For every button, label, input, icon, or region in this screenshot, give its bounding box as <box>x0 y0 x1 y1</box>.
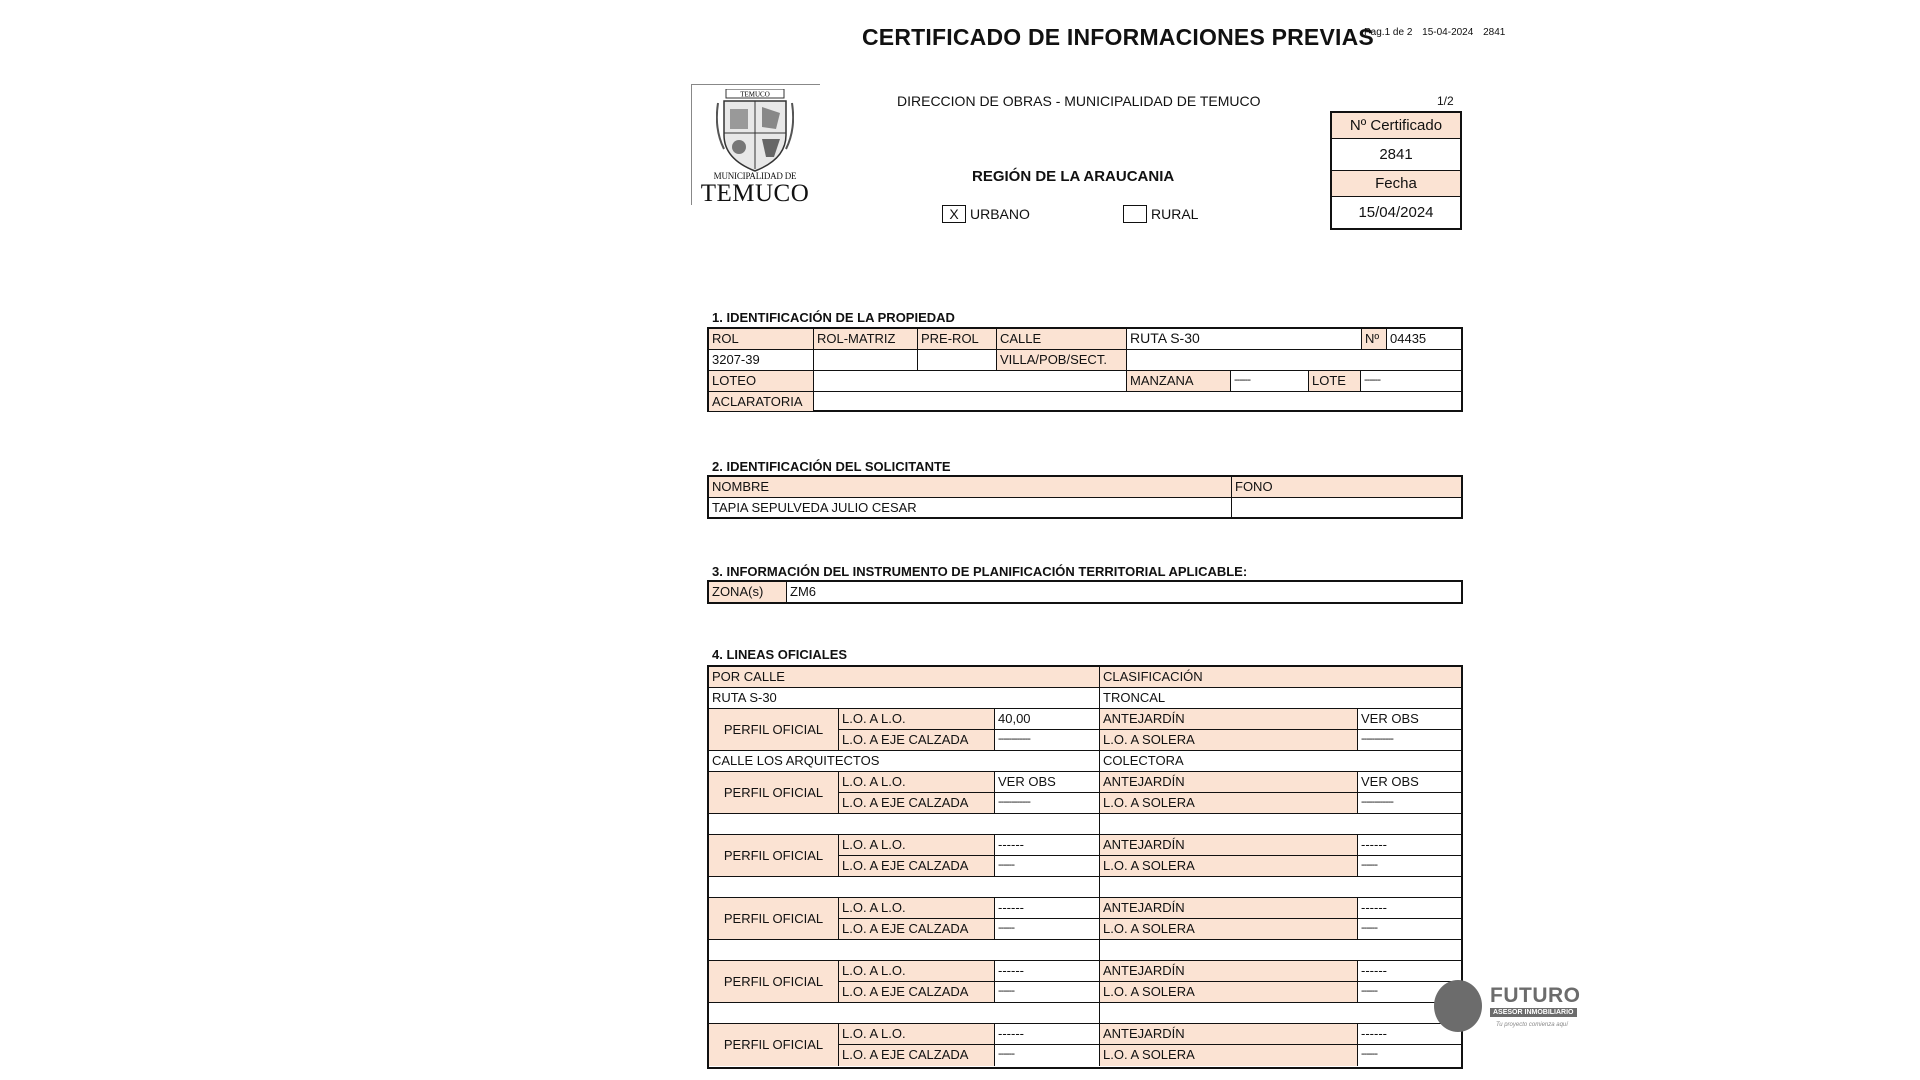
aclaratoria-label: ACLARATORIA <box>709 392 814 411</box>
section1-title: 1. IDENTIFICACIÓN DE LA PROPIEDAD <box>712 310 955 325</box>
lo-solera-value: ------------ <box>1358 730 1461 751</box>
antejardin-value: ------ <box>1358 835 1461 856</box>
street-name <box>709 1003 1100 1024</box>
lo-a-lo-value: ------ <box>995 1024 1100 1045</box>
watermark-subtitle: ASESOR INMOBILIARIO <box>1490 1008 1577 1017</box>
street-name <box>709 940 1100 961</box>
calle-value: RUTA S-30 <box>1127 329 1362 350</box>
lo-solera-label: L.O. A SOLERA <box>1100 919 1358 940</box>
zona-value: ZM6 <box>790 584 816 599</box>
section3-title: 3. INFORMACIÓN DEL INSTRUMENTO DE PLANIFICACIÓN TERRITORIAL APLICABLE: <box>712 564 1248 579</box>
cert-number-label: Nº Certificado <box>1332 113 1460 139</box>
section2-title: 2. IDENTIFICACIÓN DEL SOLICITANTE <box>712 459 951 474</box>
perfil-oficial-label: PERFIL OFICIAL <box>709 835 839 877</box>
perfil-oficial-label: PERFIL OFICIAL <box>709 898 839 940</box>
antejardin-value: VER OBS <box>1358 709 1461 730</box>
zona-label: ZONA(s) <box>709 582 787 602</box>
fono-value <box>1232 498 1461 517</box>
street-name <box>709 814 1100 835</box>
antejardin-value: VER OBS <box>1358 772 1461 793</box>
lo-eje-calzada-value: ------------ <box>995 730 1100 751</box>
loteo-label: LOTEO <box>709 371 814 392</box>
numero-value: 04435 <box>1387 329 1461 350</box>
perfil-oficial-label: PERFIL OFICIAL <box>709 961 839 1003</box>
street-classification <box>1100 940 1461 961</box>
lo-eje-calzada-value: ------ <box>995 856 1100 877</box>
lo-a-lo-label: L.O. A L.O. <box>839 772 995 793</box>
lo-eje-calzada-label: L.O. A EJE CALZADA <box>839 730 995 751</box>
lote-label: LOTE <box>1309 371 1361 392</box>
lo-a-lo-label: L.O. A L.O. <box>839 709 995 730</box>
street-classification: TRONCAL <box>1100 688 1461 709</box>
cert-number: 2841 <box>1332 139 1460 171</box>
antejardin-label: ANTEJARDÍN <box>1100 961 1358 982</box>
antejardin-value: ------ <box>1358 961 1461 982</box>
rural-checkbox[interactable] <box>1123 205 1147 223</box>
lo-eje-calzada-label: L.O. A EJE CALZADA <box>839 1045 995 1066</box>
street-classification <box>1100 1003 1461 1024</box>
lo-solera-value: ------------ <box>1358 793 1461 814</box>
rol-label: ROL <box>709 329 814 350</box>
street-name: CALLE LOS ARQUITECTOS <box>709 751 1100 772</box>
zone-table <box>707 580 1463 604</box>
page-fraction: 1/2 <box>1437 94 1454 108</box>
perfil-oficial-label: PERFIL OFICIAL <box>709 1024 839 1066</box>
futuro-watermark <box>1434 980 1584 1040</box>
street-classification <box>1100 814 1461 835</box>
antejardin-label: ANTEJARDÍN <box>1100 772 1358 793</box>
street-name <box>709 877 1100 898</box>
coat-of-arms-icon <box>716 89 794 173</box>
aclaratoria-value <box>814 392 1461 411</box>
lo-a-lo-label: L.O. A L.O. <box>839 835 995 856</box>
numero-label: Nº <box>1362 329 1387 350</box>
street-classification <box>1100 877 1461 898</box>
logo-line1: MUNICIPALIDAD DE <box>713 171 797 181</box>
antejardin-label: ANTEJARDÍN <box>1100 835 1358 856</box>
cert-date-label: Fecha <box>1332 171 1460 197</box>
street-name: RUTA S-30 <box>709 688 1100 709</box>
antejardin-value: ------ <box>1358 898 1461 919</box>
official-lines-table <box>707 665 1463 1069</box>
pre-rol-value <box>918 350 997 371</box>
document-title: CERTIFICADO DE INFORMACIONES PREVIAS <box>862 24 1374 50</box>
antejardin-label: ANTEJARDÍN <box>1100 709 1358 730</box>
lo-a-lo-value: ------ <box>995 835 1100 856</box>
page-cert-number: 2841 <box>1483 27 1506 38</box>
perfil-oficial-label: PERFIL OFICIAL <box>709 772 839 814</box>
nombre-value: TAPIA SEPULVEDA JULIO CESAR <box>709 498 1232 517</box>
clasificacion-label: CLASIFICACIÓN <box>1100 667 1461 688</box>
antejardin-label: ANTEJARDÍN <box>1100 1024 1358 1045</box>
lo-a-lo-value: ------ <box>995 961 1100 982</box>
region-label: REGIÓN DE LA ARAUCANIA <box>972 168 1175 185</box>
page-date: 15-04-2024 <box>1422 27 1474 38</box>
rol-matriz-label: ROL-MATRIZ <box>814 329 918 350</box>
fono-label: FONO <box>1232 477 1461 498</box>
rural-label: RURAL <box>1151 206 1199 222</box>
street-classification: COLECTORA <box>1100 751 1461 772</box>
office-name: DIRECCION DE OBRAS - MUNICIPALIDAD DE TEMUCO <box>897 93 1261 109</box>
villa-label: VILLA/POB/SECT. <box>997 350 1127 371</box>
lo-eje-calzada-label: L.O. A EJE CALZADA <box>839 793 995 814</box>
lo-solera-label: L.O. A SOLERA <box>1100 982 1358 1003</box>
lo-eje-calzada-label: L.O. A EJE CALZADA <box>839 982 995 1003</box>
lo-solera-label: L.O. A SOLERA <box>1100 856 1358 877</box>
lo-solera-value: ------ <box>1361 1048 1377 1060</box>
villa-value <box>1127 350 1461 371</box>
rol-value: 3207-39 <box>709 350 814 371</box>
rol-matriz-value <box>814 350 918 371</box>
lo-solera-value: ------ <box>1358 919 1461 940</box>
lo-a-lo-label: L.O. A L.O. <box>839 961 995 982</box>
municipality-logo <box>691 84 820 205</box>
lo-a-lo-label: L.O. A L.O. <box>839 1024 995 1045</box>
urbano-label: URBANO <box>970 206 1030 222</box>
lo-a-lo-value: ------ <box>995 898 1100 919</box>
lo-solera-value: ------ <box>1358 856 1461 877</box>
lote-value: ------ <box>1361 371 1461 392</box>
manzana-label: MANZANA <box>1127 371 1231 392</box>
lo-solera-label: L.O. A SOLERA <box>1100 793 1358 814</box>
applicant-table <box>707 475 1463 519</box>
lo-a-lo-value: 40,00 <box>995 709 1100 730</box>
lo-solera-label: L.O. A SOLERA <box>1100 730 1358 751</box>
lo-eje-calzada-value: ------ <box>995 1045 1100 1066</box>
logo-line2: TEMUCO <box>700 180 810 207</box>
loteo-value <box>814 371 1127 392</box>
lo-a-lo-label: L.O. A L.O. <box>839 898 995 919</box>
lo-solera-value: ------ <box>1358 982 1461 1003</box>
lo-eje-calzada-value: ------ <box>995 919 1100 940</box>
section4-title: 4. LINEAS OFICIALES <box>712 647 848 662</box>
page-number: Pag.1 de 2 <box>1364 27 1413 38</box>
watermark-name: FUTURO <box>1490 984 1581 1007</box>
lo-eje-calzada-value: ------------ <box>995 793 1100 814</box>
property-table <box>707 327 1463 412</box>
urbano-checkbox[interactable]: X <box>942 205 966 223</box>
lo-solera-label: L.O. A SOLERA <box>1100 1045 1358 1066</box>
lo-eje-calzada-value: ------ <box>995 982 1100 1003</box>
antejardin-value: ------ <box>1358 1024 1461 1045</box>
cert-date: 15/04/2024 <box>1358 204 1434 221</box>
certificate-box <box>1330 111 1462 230</box>
nombre-label: NOMBRE <box>709 477 1232 498</box>
lo-a-lo-value: VER OBS <box>995 772 1100 793</box>
lo-eje-calzada-label: L.O. A EJE CALZADA <box>839 856 995 877</box>
antejardin-label: ANTEJARDÍN <box>1100 898 1358 919</box>
logo-top-text: TEMUCO <box>740 90 770 99</box>
manzana-value: ------ <box>1231 371 1309 392</box>
page-meta <box>1364 27 1512 38</box>
por-calle-label: POR CALLE <box>709 667 1100 688</box>
house-icon <box>1434 980 1482 1032</box>
pre-rol-label: PRE-ROL <box>918 329 997 350</box>
calle-label: CALLE <box>997 329 1127 350</box>
lo-eje-calzada-label: L.O. A EJE CALZADA <box>839 919 995 940</box>
watermark-tagline: Tu proyecto comienza aquí <box>1496 1022 1568 1028</box>
perfil-oficial-label: PERFIL OFICIAL <box>709 709 839 751</box>
